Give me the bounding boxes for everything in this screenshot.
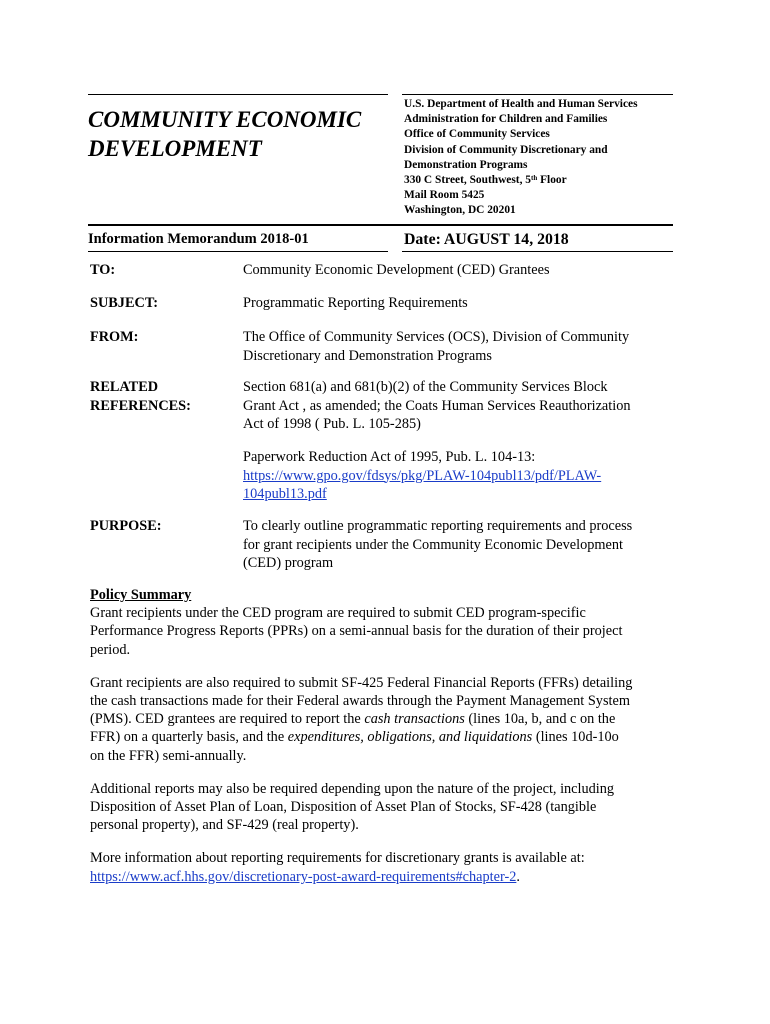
policy-paragraph-3 [90,780,670,835]
ordinal-suffix: th [530,174,538,183]
purpose-field [90,517,670,573]
policy-summary-heading: Policy Summary [90,587,192,603]
purpose-value [243,517,668,573]
agency-line: U.S. Department of Health and Human Services [404,98,638,110]
paragraph-line: Grant recipients are also required to submit SF-425 Federal Financial Reports (FFRs) detailing [90,674,633,691]
paperwork-line: Paperwork Reduction Act of 1995, Pub. L. 104-13: [243,449,536,465]
text-run: (lines 10d-10o [532,729,619,746]
floor-text: Floor [537,174,567,187]
period: . [516,868,520,885]
paragraph-line: Performance Progress Reports (PPRs) on a semi-annual basis for the duration of their project [90,623,623,640]
city-state-zip: Washington, DC 20201 [404,204,516,217]
memo-number: Information Memorandum 2018-01 [88,230,388,252]
related-line: Grant Act , as amended; the Coats Human Services Reauthorization [243,397,631,414]
related-references-field [90,378,670,434]
text-run: (lines 10a, b, and c on the [464,711,616,728]
to-field [90,261,670,281]
purpose-label: PURPOSE: [90,518,162,534]
paragraph-line: Grant recipients under the CED program are required to submit CED program-specific [90,605,586,622]
policy-paragraph-4 [90,849,670,885]
acf-requirements-link[interactable]: https://www.acf.hhs.gov/discretionary-post-award-requirements#chapter-2 [90,868,517,885]
from-label: FROM: [90,329,139,345]
related-references-label [90,378,191,415]
agency-address-block [402,94,673,226]
policy-summary-section [90,586,670,901]
title-line-2: DEVELOPMENT [88,136,262,161]
subject-label: SUBJECT: [90,295,159,311]
from-field [90,328,670,366]
paperwork-reference [90,448,670,504]
paragraph-line [90,728,670,746]
from-line: The Office of Community Services (OCS), Division of Community [243,329,630,345]
related-label-line: REFERENCES: [90,397,191,414]
agency-line: Office of Community Services [404,128,550,141]
header-title-block [88,94,388,226]
paragraph-line: Additional reports may also be required depending upon the nature of the project, including [90,780,615,797]
memo-header [88,94,673,252]
related-references-value [243,378,668,434]
memo-date: Date: AUGUST 14, 2018 [402,230,673,252]
from-line: Discretionary and Demonstration Programs [243,347,492,364]
from-value [243,328,668,365]
paragraph-line: on the FFR) semi-annually. [90,747,247,764]
text-run: FFR) on a quarterly basis, and the [90,729,288,746]
italic-term: expenditures, obligations, and liquidations [287,729,533,746]
document-title [88,105,388,163]
gpo-link[interactable]: https://www.gpo.gov/fdsys/pkg/PLAW-104publ13/pdf/PLAW- [243,467,602,484]
text-run: (PMS). CED grantees are required to report the [90,711,365,728]
related-line: Act of 1998 ( Pub. L. 105-285) [243,416,421,432]
paragraph-line: personal property), and SF-429 (real property). [90,817,359,834]
purpose-line: To clearly outline programmatic reporting requirements and process [243,518,633,534]
street-text: 330 C Street, Southwest, 5 [404,174,531,187]
related-label-line: RELATED [90,379,159,395]
related-line: Section 681(a) and 681(b)(2) of the Community Services Block [243,379,608,395]
mail-room: Mail Room 5425 [404,189,485,202]
agency-line: Demonstration Programs [404,158,528,171]
street-address [404,173,673,188]
agency-line: Administration for Children and Families [404,113,608,126]
paragraph-line [90,710,670,728]
paragraph-line: the cash transactions made for their Federal awards through the Payment Management System [90,693,630,710]
gpo-link-continued[interactable]: 104publ13.pdf [243,486,327,502]
paragraph-line: More information about reporting requirements for discretionary grants is available at: [90,850,585,867]
purpose-line: (CED) program [243,555,334,571]
paragraph-line: period. [90,641,131,658]
policy-paragraph-1 [90,586,670,659]
agency-line: Division of Community Discretionary and [404,143,608,156]
title-line-1: COMMUNITY ECONOMIC [88,107,362,132]
to-value: Community Economic Development (CED) Grantees [243,262,550,278]
to-label: TO: [90,262,116,278]
italic-term: cash transactions [364,711,465,728]
paperwork-value [243,448,668,504]
policy-paragraph-2 [90,674,670,765]
paragraph-line: Disposition of Asset Plan of Loan, Disposition of Asset Plan of Stocks, SF-428 (tangible [90,799,597,816]
purpose-line: for grant recipients under the Community Economic Development [243,536,623,553]
subject-value: Programmatic Reporting Requirements [243,295,468,311]
paragraph-line [90,868,670,886]
subject-field [90,294,670,314]
